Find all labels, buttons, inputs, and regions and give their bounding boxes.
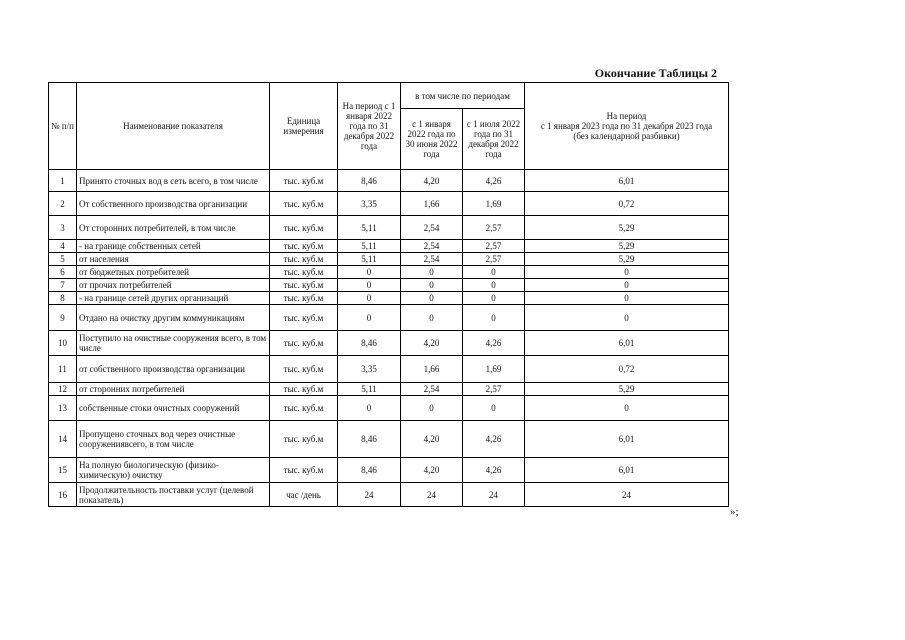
value-2022: 0 bbox=[338, 279, 401, 292]
table-row bbox=[49, 266, 729, 279]
row-num: 5 bbox=[49, 253, 77, 266]
value-first-half: 1,66 bbox=[401, 192, 463, 216]
value-2022: 8,46 bbox=[338, 331, 401, 356]
row-num: 1 bbox=[49, 170, 77, 192]
table-row bbox=[49, 253, 729, 266]
value-2022: 0 bbox=[338, 266, 401, 279]
row-unit: тыс. куб.м bbox=[270, 279, 338, 292]
value-second-half: 24 bbox=[463, 483, 525, 507]
table-row bbox=[49, 383, 729, 396]
row-name: от бюджетных потребителей bbox=[77, 266, 270, 279]
value-first-half: 4,20 bbox=[401, 421, 463, 458]
row-name: от прочих потребителей bbox=[77, 279, 270, 292]
value-2022: 5,11 bbox=[338, 253, 401, 266]
table-row bbox=[49, 458, 729, 483]
value-second-half: 0 bbox=[463, 279, 525, 292]
value-second-half: 0 bbox=[463, 292, 525, 305]
value-2023: 5,29 bbox=[525, 240, 729, 253]
row-name: от населения bbox=[77, 253, 270, 266]
row-unit: тыс. куб.м bbox=[270, 266, 338, 279]
header-num: № п/п bbox=[49, 83, 77, 170]
value-first-half: 0 bbox=[401, 292, 463, 305]
value-first-half: 2,54 bbox=[401, 253, 463, 266]
value-2022: 3,35 bbox=[338, 356, 401, 383]
value-2023: 0 bbox=[525, 292, 729, 305]
value-second-half: 4,26 bbox=[463, 458, 525, 483]
header-incl-periods: в том числе по периодам bbox=[401, 83, 525, 109]
value-2023: 6,01 bbox=[525, 331, 729, 356]
value-first-half: 4,20 bbox=[401, 458, 463, 483]
value-2022: 8,46 bbox=[338, 458, 401, 483]
row-unit: тыс. куб.м bbox=[270, 421, 338, 458]
table-row bbox=[49, 396, 729, 421]
row-name: Отдано на очистку другим коммуникациям bbox=[77, 305, 270, 331]
value-2023: 6,01 bbox=[525, 458, 729, 483]
row-unit: тыс. куб.м bbox=[270, 240, 338, 253]
value-second-half: 1,69 bbox=[463, 356, 525, 383]
table-row bbox=[49, 240, 729, 253]
value-2022: 3,35 bbox=[338, 192, 401, 216]
table-row bbox=[49, 192, 729, 216]
value-second-half: 2,57 bbox=[463, 383, 525, 396]
row-unit: тыс. куб.м bbox=[270, 356, 338, 383]
value-second-half: 4,26 bbox=[463, 331, 525, 356]
row-num: 14 bbox=[49, 421, 77, 458]
row-unit: тыс. куб.м bbox=[270, 383, 338, 396]
value-first-half: 0 bbox=[401, 396, 463, 421]
value-2022: 8,46 bbox=[338, 421, 401, 458]
row-name: На полную биологическую (физико-химическую) очистку bbox=[77, 458, 270, 483]
value-first-half: 2,54 bbox=[401, 383, 463, 396]
value-2023: 0 bbox=[525, 305, 729, 331]
value-first-half: 0 bbox=[401, 279, 463, 292]
value-2023: 6,01 bbox=[525, 170, 729, 192]
value-first-half: 0 bbox=[401, 266, 463, 279]
header-period-2023-line2: с 1 января 2023 года по 31 декабря 2023 года bbox=[540, 121, 713, 131]
value-second-half: 0 bbox=[463, 305, 525, 331]
row-name: от сторонних потребителей bbox=[77, 383, 270, 396]
row-num: 13 bbox=[49, 396, 77, 421]
row-unit: тыс. куб.м bbox=[270, 216, 338, 240]
row-num: 11 bbox=[49, 356, 77, 383]
value-2023: 0 bbox=[525, 266, 729, 279]
row-unit: тыс. куб.м bbox=[270, 396, 338, 421]
table-row bbox=[49, 305, 729, 331]
row-name: - на границе сетей других организаций bbox=[77, 292, 270, 305]
value-2023: 6,01 bbox=[525, 421, 729, 458]
value-2022: 0 bbox=[338, 305, 401, 331]
value-2023: 0 bbox=[525, 396, 729, 421]
row-unit: час /день bbox=[270, 483, 338, 507]
row-name: от собственного производства организации bbox=[77, 356, 270, 383]
indicators-table bbox=[48, 82, 729, 507]
row-name: собственные стоки очистных сооружений bbox=[77, 396, 270, 421]
value-2023: 5,29 bbox=[525, 253, 729, 266]
row-num: 3 bbox=[49, 216, 77, 240]
row-name: От собственного производства организации bbox=[77, 192, 270, 216]
value-first-half: 4,20 bbox=[401, 331, 463, 356]
table-caption: Окончание Таблицы 2 bbox=[594, 66, 717, 80]
row-name: От сторонних потребителей, в том числе bbox=[77, 216, 270, 240]
value-2023: 0,72 bbox=[525, 192, 729, 216]
table-row bbox=[49, 421, 729, 458]
row-unit: тыс. куб.м bbox=[270, 253, 338, 266]
row-num: 2 bbox=[49, 192, 77, 216]
row-num: 15 bbox=[49, 458, 77, 483]
header-unit: Единица измерения bbox=[270, 83, 338, 170]
row-unit: тыс. куб.м bbox=[270, 458, 338, 483]
value-2023: 24 bbox=[525, 483, 729, 507]
row-unit: тыс. куб.м bbox=[270, 331, 338, 356]
value-2022: 24 bbox=[338, 483, 401, 507]
row-num: 9 bbox=[49, 305, 77, 331]
value-2023: 0,72 bbox=[525, 356, 729, 383]
header-second-half: с 1 июля 2022 года по 31 декабря 2022 года bbox=[463, 109, 525, 170]
row-num: 16 bbox=[49, 483, 77, 507]
value-2022: 0 bbox=[338, 396, 401, 421]
row-num: 8 bbox=[49, 292, 77, 305]
row-name: Продолжительность поставки услуг (целевой показатель) bbox=[77, 483, 270, 507]
value-2022: 5,11 bbox=[338, 240, 401, 253]
row-name: Принято сточных вод в сеть всего, в том числе bbox=[77, 170, 270, 192]
row-num: 7 bbox=[49, 279, 77, 292]
value-2022: 5,11 bbox=[338, 216, 401, 240]
value-second-half: 4,26 bbox=[463, 421, 525, 458]
table-row bbox=[49, 331, 729, 356]
table-row bbox=[49, 170, 729, 192]
value-2022: 0 bbox=[338, 292, 401, 305]
value-second-half: 2,57 bbox=[463, 253, 525, 266]
row-num: 12 bbox=[49, 383, 77, 396]
value-second-half: 0 bbox=[463, 266, 525, 279]
header-name: Наименование показателя bbox=[77, 83, 270, 170]
value-first-half: 4,20 bbox=[401, 170, 463, 192]
value-2022: 5,11 bbox=[338, 383, 401, 396]
row-num: 4 bbox=[49, 240, 77, 253]
header-period-2022: На период с 1 января 2022 года по 31 декабря 2022 года bbox=[338, 83, 401, 170]
row-unit: тыс. куб.м bbox=[270, 192, 338, 216]
value-second-half: 2,57 bbox=[463, 240, 525, 253]
table-row bbox=[49, 216, 729, 240]
value-second-half: 4,26 bbox=[463, 170, 525, 192]
value-2023: 0 bbox=[525, 279, 729, 292]
row-name: Поступило на очистные сооружения всего, в том числе bbox=[77, 331, 270, 356]
row-num: 6 bbox=[49, 266, 77, 279]
value-2022: 8,46 bbox=[338, 170, 401, 192]
row-num: 10 bbox=[49, 331, 77, 356]
value-first-half: 2,54 bbox=[401, 216, 463, 240]
table-row bbox=[49, 356, 729, 383]
header-period-2023 bbox=[525, 83, 729, 170]
header-period-2023-line3: (без календарной разбивки) bbox=[573, 131, 680, 141]
row-unit: тыс. куб.м bbox=[270, 305, 338, 331]
row-unit: тыс. куб.м bbox=[270, 292, 338, 305]
value-second-half: 0 bbox=[463, 396, 525, 421]
header-first-half: с 1 января 2022 года по 30 июня 2022 года bbox=[401, 109, 463, 170]
value-first-half: 2,54 bbox=[401, 240, 463, 253]
value-2023: 5,29 bbox=[525, 383, 729, 396]
value-first-half: 0 bbox=[401, 305, 463, 331]
table-row bbox=[49, 279, 729, 292]
value-2023: 5,29 bbox=[525, 216, 729, 240]
row-unit: тыс. куб.м bbox=[270, 170, 338, 192]
row-name: - на границе собственных сетей bbox=[77, 240, 270, 253]
table-row bbox=[49, 483, 729, 507]
closing-quote-mark: »; bbox=[730, 506, 739, 518]
value-second-half: 1,69 bbox=[463, 192, 525, 216]
header-period-2023-line1: На период bbox=[606, 111, 647, 121]
value-first-half: 1,66 bbox=[401, 356, 463, 383]
value-second-half: 2,57 bbox=[463, 216, 525, 240]
table-row bbox=[49, 292, 729, 305]
value-first-half: 24 bbox=[401, 483, 463, 507]
row-name: Пропущено сточных вод через очистные сооружениявсего, в том числе bbox=[77, 421, 270, 458]
